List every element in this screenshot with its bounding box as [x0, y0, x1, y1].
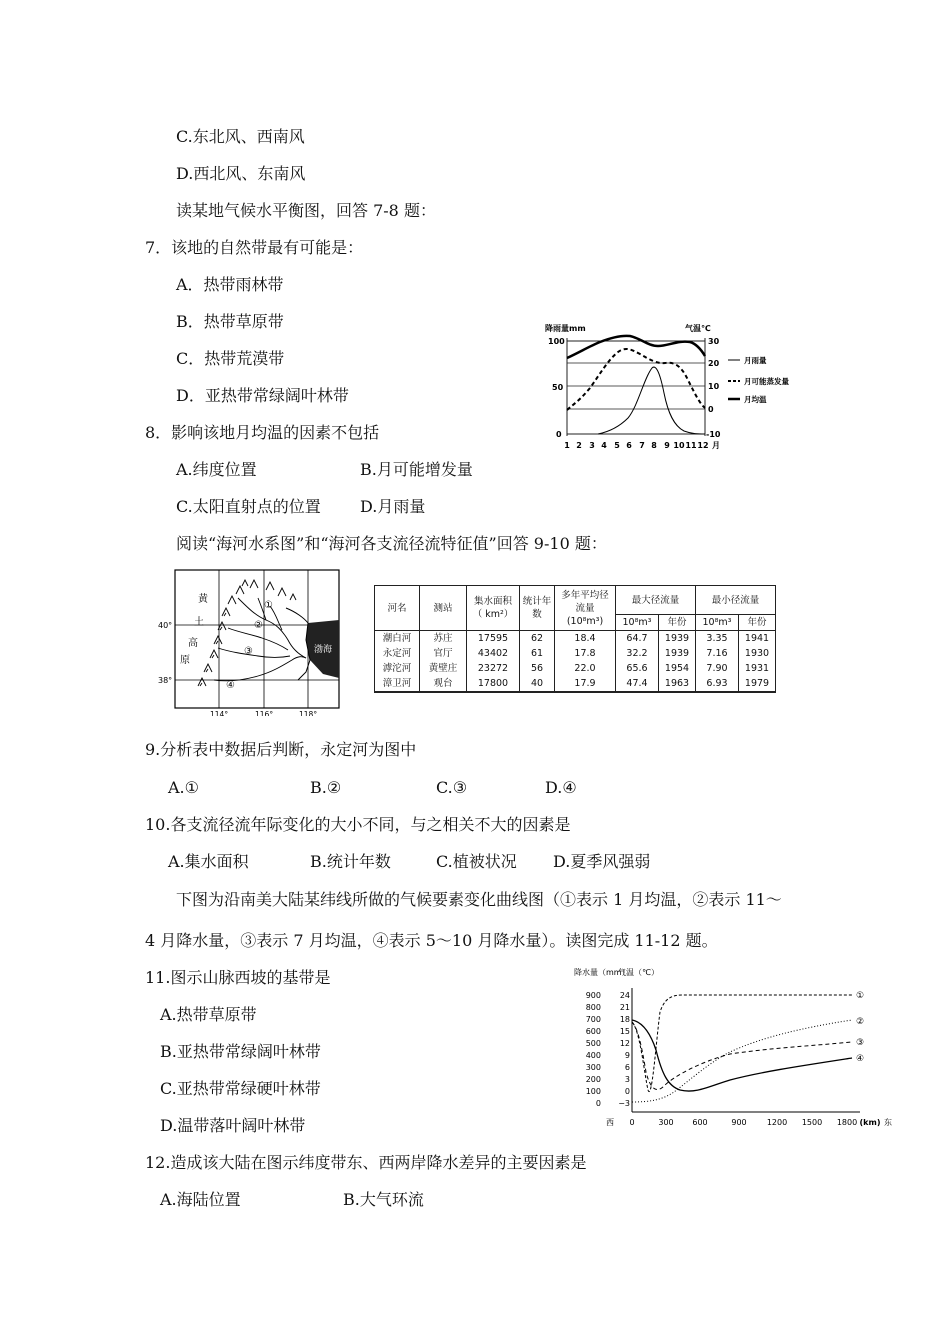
temp-tick: 6 [624, 1063, 630, 1072]
curve-label-4: ④ [856, 1054, 865, 1064]
left-tick-50: 50 [552, 383, 564, 392]
lon-tick-118: 118° [299, 710, 318, 716]
cell: 22.0 [555, 661, 616, 676]
month-2: 2 [576, 441, 582, 450]
x-tick-1800: 1800 [836, 1118, 858, 1127]
precip-tick: 400 [585, 1051, 601, 1060]
cell: 43402 [467, 646, 520, 661]
temp-tick: −3 [618, 1099, 630, 1108]
intro-11-12-line1: 下图为沿南美大陆某纬线所做的气候要素变化曲线图（①表示 1 月均温，②表示 11～ [176, 890, 782, 909]
q9-option-a: A.① [168, 778, 199, 797]
lat-tick-38: 38° [158, 676, 173, 685]
x-tick-0: 0 [629, 1118, 635, 1127]
cell: 黄壁庄 [420, 661, 467, 676]
precip-tick: 900 [585, 991, 601, 1000]
haihe-river-map [158, 568, 344, 716]
q8-option-b: B.月可能增发量 [360, 460, 473, 479]
month-3: 3 [589, 441, 595, 450]
map-label-bohai: 渤海 [314, 645, 333, 655]
precip-tick: 0 [595, 1099, 601, 1108]
header-years: 统计年数 [520, 586, 555, 631]
q6-option-c: C.东北风、西南风 [176, 127, 305, 146]
header-station: 测站 [420, 586, 467, 631]
month-1: 1 [564, 441, 570, 450]
cell: 潮白河 [375, 631, 420, 647]
curve-3-july-temp [632, 1022, 852, 1090]
right-tick-10: 10 [708, 382, 720, 391]
header-min-runoff: 最小径流量 [695, 586, 775, 615]
header-max-volume: 10⁸m³ [616, 615, 659, 631]
header-mean-label: 多年平均径流量 [561, 589, 609, 614]
cell: 64.7 [616, 631, 659, 647]
q11-option-c: C.亚热带常绿硬叶林带 [160, 1079, 321, 1098]
x-unit: (km) [859, 1118, 881, 1127]
header-river: 河名 [375, 586, 420, 631]
cell: 40 [520, 676, 555, 692]
left-tick-100: 100 [548, 337, 565, 346]
map-label-gao: 高 [188, 638, 198, 649]
profile-right-axis-label: 气温（℃） [618, 968, 659, 977]
temp-tick: 24 [619, 991, 630, 1000]
temp-tick: 18 [619, 1015, 630, 1024]
x-tick-600: 600 [692, 1118, 708, 1127]
temp-tick: 0 [624, 1087, 630, 1096]
header-area-unit: （ km²） [472, 609, 514, 620]
q8-option-c: C.太阳直射点的位置 [176, 497, 321, 516]
chart-right-axis-label: 气温℃ [685, 324, 711, 333]
precip-tick: 200 [585, 1075, 601, 1084]
month-6: 6 [626, 441, 632, 450]
cell: 1941 [739, 631, 776, 647]
month-8: 8 [651, 441, 657, 450]
cell: 3.35 [695, 631, 738, 647]
header-max-runoff: 最大径流量 [616, 586, 696, 615]
map-label-river-1: ① [264, 600, 273, 611]
cell: 滹沱河 [375, 661, 420, 676]
cell: 65.6 [616, 661, 659, 676]
temp-tick: 21 [619, 1003, 630, 1012]
lon-tick-116: 116° [255, 710, 274, 716]
q6-option-d: D.西北风、东南风 [176, 164, 306, 183]
month-11: 11 [685, 441, 697, 450]
precip-tick: 500 [585, 1039, 601, 1048]
question-12: 12.造成该大陆在图示纬度带东、西两岸降水差异的主要因素是 [145, 1153, 587, 1172]
temp-tick: 15 [619, 1027, 630, 1036]
evaporation-curve [567, 349, 705, 410]
cell: 32.2 [616, 646, 659, 661]
cell: 1963 [659, 676, 696, 692]
cell: 1939 [659, 646, 696, 661]
q7-option-d: D．亚热带常绿阔叶林带 [176, 386, 349, 405]
curve-2-nov-apr-precip [632, 1020, 852, 1102]
curve-label-1: ① [856, 991, 865, 1001]
cell: 62 [520, 631, 555, 647]
precip-tick: 600 [585, 1027, 601, 1036]
legend-evaporation: 月可能蒸发量 [744, 377, 789, 386]
q8-option-a: A.纬度位置 [176, 460, 257, 479]
x-tick-1500: 1500 [801, 1118, 823, 1127]
cell: 17.9 [555, 676, 616, 692]
header-mean-runoff [555, 586, 616, 631]
chart-left-axis-label: 降雨量mm [545, 324, 586, 333]
legend-temperature: 月均温 [744, 395, 767, 404]
header-min-year: 年份 [739, 615, 776, 631]
curve-label-2: ② [856, 1017, 865, 1027]
cell: 漳卫河 [375, 676, 420, 692]
cell: 23272 [467, 661, 520, 676]
legend-rainfall: 月雨量 [744, 356, 767, 365]
mean-temp-curve [567, 336, 705, 358]
question-7: 7．该地的自然带最有可能是： [145, 238, 364, 257]
q9-option-b: B.② [310, 778, 342, 797]
table-row [375, 676, 776, 692]
q12-option-b: B.大气环流 [343, 1190, 424, 1209]
month-12: 12 [697, 441, 709, 450]
cell: 永定河 [375, 646, 420, 661]
question-8: 8．影响该地月均温的因素不包括 [145, 423, 380, 442]
q11-option-a: A.热带草原带 [160, 1005, 257, 1024]
profile-east-label: 东 [884, 1118, 892, 1127]
curve-label-3: ③ [856, 1038, 865, 1048]
q10-option-c: C.植被状况 [436, 852, 517, 871]
cell: 1930 [739, 646, 776, 661]
temp-tick: 3 [624, 1075, 630, 1084]
intro-9-10: 阅读“海河水系图”和“海河各支流径流特征值”回答 9-10 题： [176, 534, 607, 553]
cell: 7.90 [695, 661, 738, 676]
map-label-tu: 土 [194, 617, 204, 628]
profile-west-label: 西 [606, 1118, 614, 1127]
climate-balance-chart [540, 318, 810, 458]
right-tick-30: 30 [708, 337, 720, 346]
q7-option-c: C．热带荒漠带 [176, 349, 285, 368]
month-5: 5 [614, 441, 620, 450]
map-label-river-4: ④ [226, 680, 235, 691]
q10-option-a: A.集水面积 [168, 852, 249, 871]
cell: 18.4 [555, 631, 616, 647]
lon-tick-114: 114° [210, 710, 229, 716]
runoff-characteristics-table [374, 585, 776, 693]
precip-tick: 700 [585, 1015, 601, 1024]
question-10: 10.各支流径流年际变化的大小不同，与之相关不大的因素是 [145, 815, 571, 834]
header-area-label: 集水面积 [473, 596, 512, 607]
question-9: 9.分析表中数据后判断，永定河为图中 [145, 740, 417, 759]
cell: 6.93 [695, 676, 738, 692]
month-10: 10 [673, 441, 685, 450]
q10-option-d: D.夏季风强弱 [553, 852, 651, 871]
cell: 苏庄 [420, 631, 467, 647]
precip-tick: 300 [585, 1063, 601, 1072]
right-tick-0: 0 [708, 405, 714, 414]
right-tick-20: 20 [708, 359, 720, 368]
table-row [375, 661, 776, 676]
cell: 17800 [467, 676, 520, 692]
curve-4-may-oct-precip [632, 1020, 852, 1091]
cell: 1939 [659, 631, 696, 647]
cell: 47.4 [616, 676, 659, 692]
q7-option-a: A．热带雨林带 [176, 275, 284, 294]
intro-7-8: 读某地气候水平衡图，回答 7-8 题： [176, 201, 436, 220]
temp-tick: 12 [619, 1039, 630, 1048]
cell: 1954 [659, 661, 696, 676]
map-label-river-3: ③ [244, 646, 253, 657]
south-america-profile-chart [570, 962, 900, 1134]
q9-option-d: D.④ [545, 778, 577, 797]
q10-option-b: B.统计年数 [310, 852, 391, 871]
rainfall-curve [598, 367, 705, 434]
cell: 官厅 [420, 646, 467, 661]
intro-11-12-line2: 4 月降水量，③表示 7 月均温，④表示 5～10 月降水量）。读图完成 11-12 题。 [145, 931, 718, 950]
cell: 观台 [420, 676, 467, 692]
q7-option-b: B．热带草原带 [176, 312, 284, 331]
question-11: 11.图示山脉西坡的基带是 [145, 968, 331, 987]
precip-tick: 800 [585, 1003, 601, 1012]
q11-option-b: B.亚热带常绿阔叶林带 [160, 1042, 321, 1061]
header-max-year: 年份 [659, 615, 696, 631]
q9-option-c: C.③ [436, 778, 468, 797]
x-tick-300: 300 [658, 1118, 674, 1127]
right-tick-minus10: -10 [706, 430, 721, 439]
table-row [375, 631, 776, 647]
cell: 61 [520, 646, 555, 661]
x-tick-1200: 1200 [766, 1118, 788, 1127]
cell: 17.8 [555, 646, 616, 661]
cell: 1931 [739, 661, 776, 676]
left-tick-0: 0 [556, 430, 562, 439]
cell: 56 [520, 661, 555, 676]
month-4: 4 [601, 441, 607, 450]
map-label-river-2: ② [254, 620, 263, 631]
table-row [375, 646, 776, 661]
profile-left-axis-label: 降水量（mm） [574, 968, 630, 977]
month-7: 7 [639, 441, 645, 450]
cell: 1979 [739, 676, 776, 692]
cell: 7.16 [695, 646, 738, 661]
header-min-volume: 10⁸m³ [695, 615, 738, 631]
temp-tick: 9 [624, 1051, 630, 1060]
q11-option-d: D.温带落叶阔叶林带 [160, 1116, 306, 1135]
x-tick-900: 900 [731, 1118, 747, 1127]
map-label-huang: 黄 [198, 594, 208, 605]
header-mean-unit: (10⁸m³) [566, 615, 604, 627]
q12-option-a: A.海陆位置 [160, 1190, 241, 1209]
q8-option-d: D.月雨量 [360, 497, 426, 516]
cell: 17595 [467, 631, 520, 647]
month-9: 9 [664, 441, 670, 450]
header-area [467, 586, 520, 631]
map-label-yuan: 原 [180, 655, 190, 666]
precip-tick: 100 [585, 1087, 601, 1096]
lat-tick-40: 40° [158, 621, 173, 630]
month-unit: 月 [712, 441, 720, 450]
